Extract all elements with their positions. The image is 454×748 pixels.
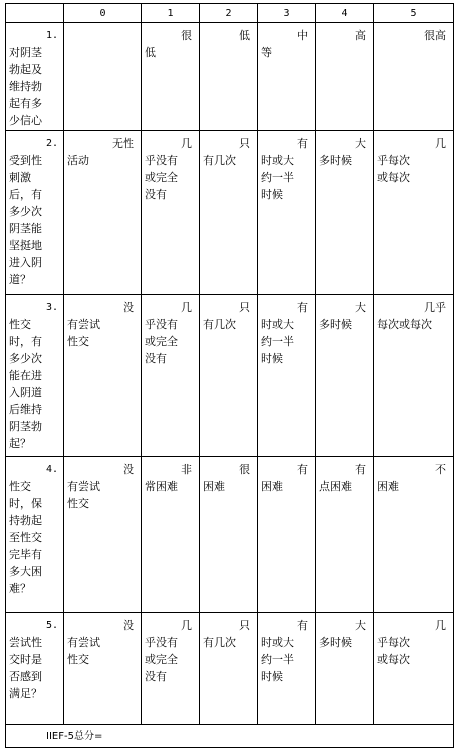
question-text-line: 难？ (9, 582, 31, 595)
answer-text-line: 多时候 (319, 318, 352, 331)
answer-text-first: 有 (297, 137, 308, 150)
answer-text-rest (319, 478, 370, 495)
answer-option-1 (142, 23, 200, 131)
question-text-line: 时，保 (9, 497, 42, 510)
question-text-line: 勃起及 (9, 63, 42, 76)
answer-text-line: 活动 (67, 154, 89, 167)
answer-text-first: 有 (297, 619, 308, 632)
answer-text-rest (145, 152, 196, 203)
answer-option-1 (142, 131, 200, 295)
answer-text-first: 大 (355, 137, 366, 150)
answer-text-first: 没 (123, 619, 134, 632)
answer-text-line: 性交 (67, 335, 89, 348)
answer-text-line: 没有 (145, 352, 167, 365)
answer-text-rest (261, 316, 312, 367)
answer-text-rest (377, 316, 450, 333)
answer-text-line: 或每次 (377, 653, 410, 666)
answer-option-0 (64, 23, 142, 131)
answer-text-first: 无性 (112, 137, 134, 150)
answer-text-first: 没 (123, 301, 134, 314)
header-cell: 0 (64, 4, 142, 23)
question-text-line: 性交 (9, 480, 31, 493)
question-text-line: 对阴茎 (9, 46, 42, 59)
question-text-line: 起有多 (9, 97, 42, 110)
answer-option-0 (64, 613, 142, 725)
question-text-line: 阴茎勃 (9, 420, 42, 433)
answer-text-rest (203, 152, 254, 169)
answer-option-1 (142, 295, 200, 457)
answer-text-first: 没 (123, 463, 134, 476)
header-cell: 3 (258, 4, 316, 23)
answer-text-first: 中 (297, 29, 308, 42)
answer-option-3 (258, 23, 316, 131)
answer-text-line: 没有 (145, 670, 167, 683)
question-text-line: 能在进 (9, 369, 42, 382)
question-text-line: 多少次 (9, 205, 42, 218)
answer-text-first: 很 (239, 463, 250, 476)
answer-text-first: 几 (181, 619, 192, 632)
header-row (6, 4, 454, 23)
answer-text-line: 没有 (145, 188, 167, 201)
answer-text-line: 或每次 (377, 171, 410, 184)
answer-text-first: 几 (435, 619, 446, 632)
answer-text-line: 点困难 (319, 480, 352, 493)
answer-option-4 (316, 131, 374, 295)
answer-option-2 (200, 613, 258, 725)
question-text-line: 完毕有 (9, 548, 42, 561)
answer-text-rest (67, 316, 138, 350)
answer-text-rest (203, 634, 254, 651)
footer-row (6, 725, 454, 748)
answer-text-line: 乎没有 (145, 154, 178, 167)
question-text-line: 少信心 (9, 114, 42, 127)
question-text-line: 进入阴道？ (9, 256, 42, 286)
answer-text-first: 只 (239, 137, 250, 150)
answer-text-line: 时候 (261, 670, 283, 683)
question-text-line: 尝试性 (9, 636, 42, 649)
answer-option-4 (316, 613, 374, 725)
answer-text-first: 非 (181, 463, 192, 476)
question-number: 2. (45, 138, 58, 149)
answer-text-first: 有 (297, 301, 308, 314)
question-cell (6, 23, 64, 131)
answer-text-line: 时候 (261, 188, 283, 201)
answer-text-rest (261, 44, 312, 61)
answer-option-4 (316, 457, 374, 613)
answer-text-rest (67, 634, 138, 668)
answer-text-first: 很 (181, 29, 192, 42)
answer-text-first: 低 (239, 29, 250, 42)
question-cell (6, 131, 64, 295)
answer-text-line: 乎每次 (377, 154, 410, 167)
question-text-line: 起？ (9, 437, 31, 450)
answer-text-first: 几 (181, 301, 192, 314)
question-number: 4. (45, 464, 58, 475)
answer-text-line: 困难 (261, 480, 283, 493)
header-cell: 1 (142, 4, 200, 23)
answer-text-rest (261, 478, 312, 495)
answer-option-0 (64, 131, 142, 295)
question-text-line: 时，有 (9, 335, 42, 348)
question-text-line: 入阴道 (9, 386, 42, 399)
answer-text-first: 不 (435, 463, 446, 476)
answer-option-2 (200, 457, 258, 613)
question-row (6, 23, 454, 131)
question-row (6, 457, 454, 613)
answer-text-line: 约一半 (261, 653, 294, 666)
answer-text-line: 有几次 (203, 318, 236, 331)
answer-text-line: 有尝试 (67, 636, 100, 649)
answer-option-3 (258, 295, 316, 457)
answer-text-line: 性交 (67, 497, 89, 510)
answer-text-line: 时或大 (261, 636, 294, 649)
question-number: 1. (45, 30, 58, 41)
answer-text-line: 有尝试 (67, 480, 100, 493)
question-text-line: 多少次 (9, 352, 42, 365)
answer-text-rest (203, 478, 254, 495)
answer-text-first: 大 (355, 619, 366, 632)
answer-text-line: 乎没有 (145, 636, 178, 649)
question-row (6, 295, 454, 457)
answer-text-line: 等 (261, 46, 272, 59)
answer-option-5 (374, 613, 454, 725)
answer-text-line: 多时候 (319, 636, 352, 649)
question-text-line: 阴茎能 (9, 222, 42, 235)
answer-text-line: 或完全 (145, 335, 178, 348)
header-cell: 2 (200, 4, 258, 23)
answer-text-line: 时候 (261, 352, 283, 365)
answer-text-rest (319, 152, 370, 169)
answer-option-3 (258, 457, 316, 613)
answer-text-line: 约一半 (261, 171, 294, 184)
answer-text-rest (145, 316, 196, 367)
iief5-table (5, 3, 454, 748)
answer-text-rest (319, 634, 370, 651)
answer-option-5 (374, 295, 454, 457)
question-text-line: 后维持 (9, 403, 42, 416)
answer-option-4 (316, 295, 374, 457)
answer-text-line: 性交 (67, 653, 89, 666)
question-cell (6, 295, 64, 457)
answer-text-rest (261, 634, 312, 685)
answer-text-line: 时或大 (261, 318, 294, 331)
answer-text-first: 大 (355, 301, 366, 314)
question-number: 3. (45, 302, 58, 313)
answer-text-first: 很高 (424, 29, 446, 42)
answer-text-rest (203, 316, 254, 333)
answer-text-line: 低 (145, 46, 156, 59)
answer-text-line: 有几次 (203, 154, 236, 167)
answer-text-rest (377, 152, 450, 186)
question-text-line: 受到性 (9, 154, 42, 167)
answer-option-4 (316, 23, 374, 131)
answer-text-first: 只 (239, 619, 250, 632)
answer-text-line: 有尝试 (67, 318, 100, 331)
answer-text-rest (377, 478, 450, 495)
answer-text-rest (145, 44, 196, 61)
answer-text-line: 多时候 (319, 154, 352, 167)
question-text-line: 多大困 (9, 565, 42, 578)
answer-text-line: 困难 (377, 480, 399, 493)
answer-text-line: 或完全 (145, 171, 178, 184)
question-text-line: 满足？ (9, 687, 42, 700)
question-text-line: 后，有 (9, 188, 42, 201)
answer-option-3 (258, 613, 316, 725)
question-text-line: 交时是 (9, 653, 42, 666)
question-cell (6, 613, 64, 725)
answer-text-first: 高 (355, 29, 366, 42)
question-text-line: 否感到 (9, 670, 42, 683)
answer-option-3 (258, 131, 316, 295)
answer-option-5 (374, 23, 454, 131)
answer-option-5 (374, 131, 454, 295)
total-score-label: IIEF-5总分= (6, 725, 454, 748)
answer-option-2 (200, 295, 258, 457)
question-text-line: 刺激 (9, 171, 31, 184)
answer-text-rest (67, 152, 138, 169)
answer-option-2 (200, 131, 258, 295)
answer-text-line: 有几次 (203, 636, 236, 649)
answer-option-1 (142, 457, 200, 613)
answer-option-0 (64, 295, 142, 457)
answer-text-line: 乎没有 (145, 318, 178, 331)
answer-text-first: 几 (435, 137, 446, 150)
question-text-line: 维持勃 (9, 80, 42, 93)
answer-text-line: 或完全 (145, 653, 178, 666)
answer-text-line: 约一半 (261, 335, 294, 348)
answer-text-first: 有 (297, 463, 308, 476)
answer-text-line: 困难 (203, 480, 225, 493)
answer-option-2 (200, 23, 258, 131)
question-cell (6, 457, 64, 613)
answer-text-first: 只 (239, 301, 250, 314)
question-text-line: 性交 (9, 318, 31, 331)
question-number: 5. (45, 620, 58, 631)
answer-text-first: 有 (355, 463, 366, 476)
question-text-line: 坚挺地 (9, 239, 42, 252)
header-cell (6, 4, 64, 23)
answer-text-rest (67, 478, 138, 512)
question-text-line: 至性交 (9, 531, 42, 544)
answer-text-first: 几 (181, 137, 192, 150)
answer-option-0 (64, 457, 142, 613)
question-text-line: 持勃起 (9, 514, 42, 527)
answer-option-5 (374, 457, 454, 613)
answer-text-line: 时或大 (261, 154, 294, 167)
answer-text-rest (261, 152, 312, 203)
header-cell: 4 (316, 4, 374, 23)
question-row (6, 613, 454, 725)
answer-text-rest (319, 316, 370, 333)
answer-text-rest (145, 634, 196, 685)
answer-text-rest (377, 634, 450, 668)
answer-text-first: 几乎 (424, 301, 446, 314)
answer-text-line: 每次或每次 (377, 318, 432, 331)
header-cell: 5 (374, 4, 454, 23)
answer-option-1 (142, 613, 200, 725)
answer-text-line: 乎每次 (377, 636, 410, 649)
question-row (6, 131, 454, 295)
answer-text-line: 常困难 (145, 480, 178, 493)
answer-text-rest (145, 478, 196, 495)
